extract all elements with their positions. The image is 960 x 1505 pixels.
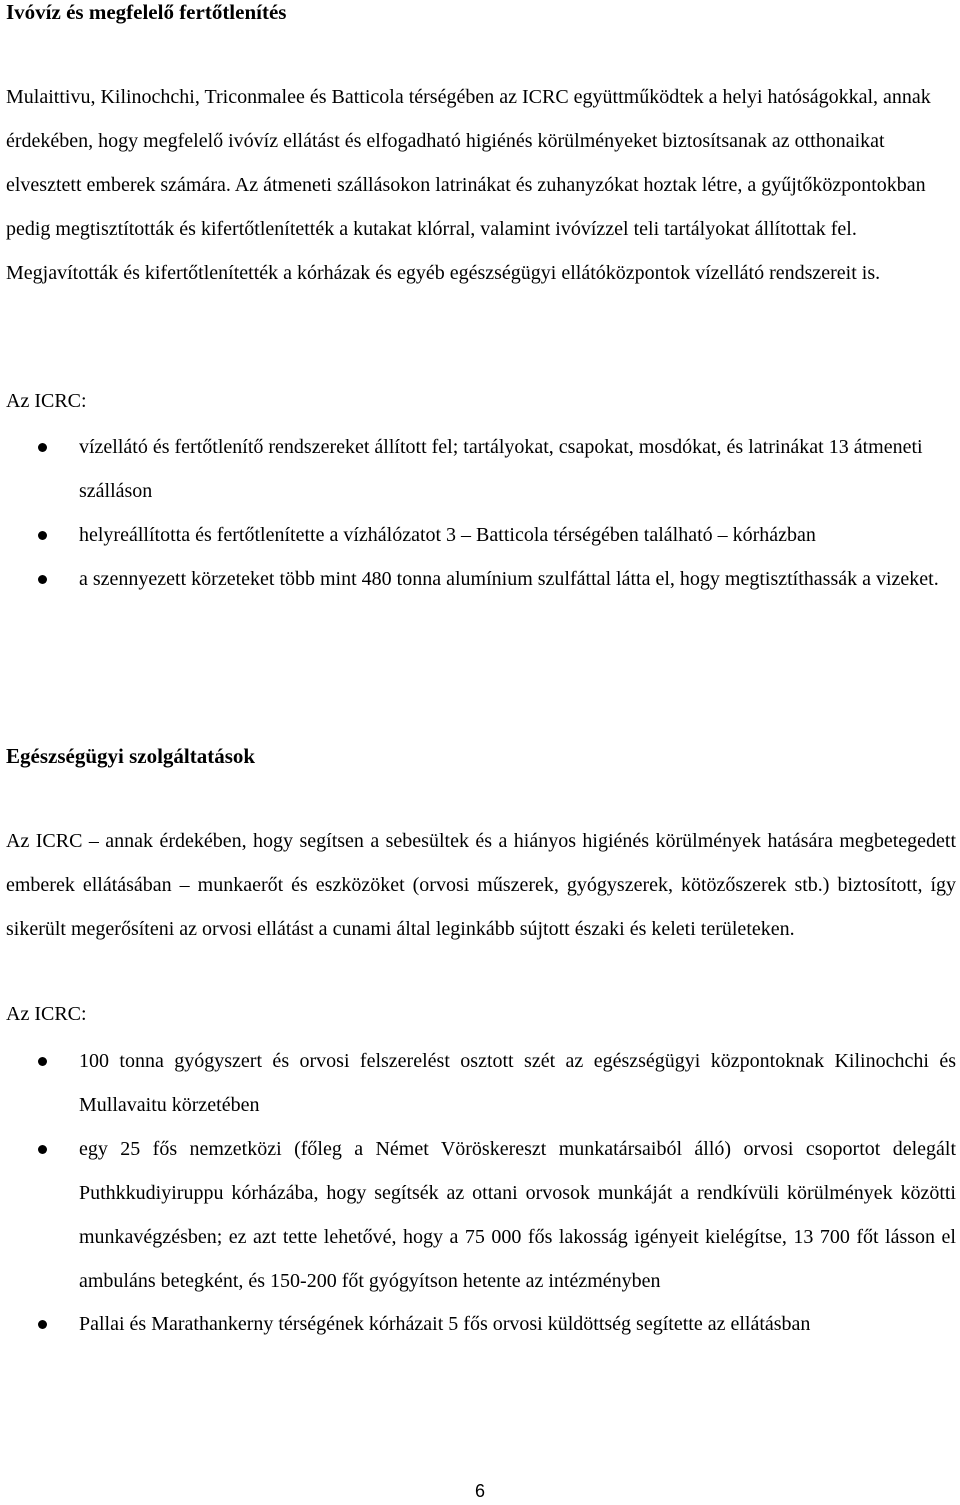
list-item-text: egy 25 fős nemzetközi (főleg a Német Vöröskereszt munkatársaiból álló) orvosi csoportot delegált Puthkkudiyiruppu kórházába, hogy segítsék az ottani orvosok munkáját a rendkívüli körülmények közötti munkavégzésben; ez azt tette lehetővé, hogy a 75 000 fős lakosság igényeit kielégítse, 13 700 főt lásson el ambuláns betegként, és 150-200 főt gyógyítson hetente az intézményben (79, 1137, 956, 1292)
list-item-text: Pallai és Marathankerny térségének kórházait 5 fős orvosi küldöttség segítette az ellátásban (79, 1313, 811, 1336)
list-label-icrc: Az ICRC: (6, 1003, 87, 1025)
section-paragraph-health-services: Az ICRC – annak érdekében, hogy segítsen a sebesültek és a hiányos higiénés körülmények hatására megbetegedett emberek ellátásában – munkaerőt és eszközöket (orvosi műszerek, gyógyszerek, kötözőszerek stb.) biztosított, így sikerült megerősíteni az orvosi ellátást a cunami által leginkább sújtott északi és keleti területeken. (6, 830, 956, 940)
section-paragraph-drinking-water: Mulaittivu, Kilinochchi, Triconmalee és Batticola térségében az ICRC együttműködtek a helyi hatóságokkal, annak érdekében, hogy megfelelő ivóvíz ellátást és elfogadható higiénés körülményeket biztosítsanak az otthonaikat elvesztett emberek számára. Az átmeneti szállásokon latrinákat és zuhanyzókat hoztak létre, a gyűjtőközpontokban pedig megtisztították és kifertőtlenítették a kutakat klórral, valamint ivóvízzel teli tartályokat állítottak fel. Megjavították és kifertőtlenítették a kórházak és egyéb egészségügyi ellátóközpontok vízellátó rendszereit is. (6, 86, 931, 284)
bullet-list-health-services (0, 1040, 960, 1347)
list-item (0, 514, 956, 558)
section-heading-drinking-water: Ivóvíz és megfelelő fertőtlenítés (6, 0, 287, 24)
bullet-icon (38, 1145, 47, 1154)
list-item (0, 1303, 956, 1347)
list-item (0, 426, 956, 514)
bullet-icon (38, 531, 47, 540)
list-item (0, 1040, 956, 1128)
bullet-icon (38, 443, 47, 452)
list-item-text: 100 tonna gyógyszert és orvosi felszerelést osztott szét az egészségügyi központoknak Kilinochchi és Mullavaitu körzetében (79, 1050, 956, 1116)
list-item (0, 558, 956, 602)
list-label-icrc: Az ICRC: (6, 390, 87, 412)
list-item (0, 1128, 956, 1304)
bullet-icon (38, 1057, 47, 1066)
list-item-text: vízellátó és fertőtlenítő rendszereket állított fel; tartályokat, csapokat, mosdókat, és latrinákat 13 átmeneti szálláson (79, 436, 923, 502)
section-heading-health-services: Egészségügyi szolgáltatások (6, 744, 256, 768)
bullet-icon (38, 575, 47, 584)
page-number: 6 (474, 1481, 485, 1501)
bullet-icon (38, 1320, 47, 1329)
list-item-text: helyreállította és fertőtlenítette a vízhálózatot 3 – Batticola térségében található – kórházban (79, 523, 816, 546)
list-item-text: a szennyezett körzeteket több mint 480 tonna alumínium szulfáttal látta el, hogy megtisztíthassák a vizeket. (79, 567, 939, 590)
bullet-list-drinking-water (0, 426, 960, 602)
